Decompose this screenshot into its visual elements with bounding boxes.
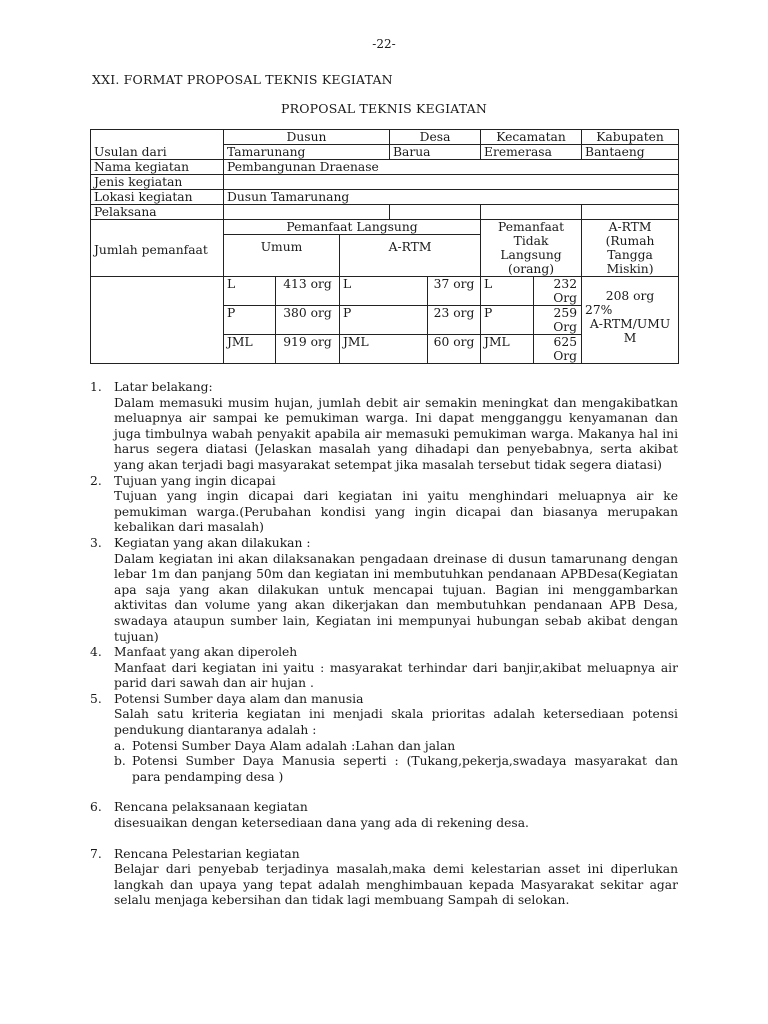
artm-percent: 27% (585, 303, 613, 317)
row-l-tidak-value: 232 Org (534, 277, 582, 306)
section-manfaat (90, 645, 678, 692)
section-number: 7. (90, 846, 102, 861)
artm-total: 208 org (605, 289, 655, 303)
pelaksana-cell-2 (390, 205, 481, 220)
jenis-kegiatan-value (224, 175, 679, 190)
section-kegiatan (90, 536, 678, 645)
col-desa-header: Desa (390, 130, 481, 145)
section-number: 4. (90, 645, 102, 660)
section-number: 2. (90, 473, 102, 488)
jenis-kegiatan-label: Jenis kegiatan (91, 175, 224, 190)
row-p-tidak-value: 259 Org (534, 306, 582, 335)
section-body: Tujuan yang ingin dicapai dari kegiatan ini yaitu menghindari meluapnya air ke pemukiman warga.(Perubahan kondisi yang ingin dicapai dan biasanya merupakan kebalikan dari masalah) (114, 489, 678, 535)
desa-value: Barua (390, 145, 481, 160)
row-l-artm-key: L (340, 277, 428, 306)
section-number: 1. (90, 380, 102, 394)
subsection-text: Potensi Sumber Daya Manusia seperti : (Tukang,pekerja,swadaya masyarakat dan para pendamping desa ) (132, 754, 678, 784)
row-jml-key: JML (224, 335, 276, 364)
umum-header: Umum (224, 235, 340, 277)
row-jml-tidak-value: 625 Org (534, 335, 582, 364)
section-tujuan (90, 474, 678, 536)
row-l-key: L (224, 277, 276, 306)
subsection-b (114, 754, 678, 785)
row-p-artm-value: 23 org (428, 306, 481, 335)
artm-summary-cell (582, 277, 679, 364)
pelaksana-cell-1 (224, 205, 390, 220)
row-p-artm-key: P (340, 306, 428, 335)
lokasi-kegiatan-value: Dusun Tamarunang (224, 190, 679, 205)
jumlah-pemanfaat-label: Jumlah pemanfaat (91, 220, 224, 277)
subsection-letter: b. (114, 754, 126, 769)
document-subheading: PROPOSAL TEKNIS KEGIATAN (281, 101, 487, 116)
section-title: Manfaat yang akan diperoleh (114, 645, 298, 660)
subsection-text: Potensi Sumber Daya Alam adalah :Lahan dan jalan (132, 738, 456, 753)
row-l-artm-value: 37 org (428, 277, 481, 306)
section-rencana-pelestarian (90, 847, 678, 909)
section-body: Manfaat dari kegiatan ini yaitu : masyarakat terhindar dari banjir,akibat meluapnya air parid dari sawah dan air hujan . (114, 660, 678, 691)
section-title: Tujuan yang ingin dicapai (114, 473, 276, 488)
section-rencana-pelaksanaan (90, 800, 678, 831)
kecamatan-value: Eremerasa (481, 145, 582, 160)
section-body: disesuaikan dengan ketersediaan dana yang ada di rekening desa. (114, 816, 529, 831)
col-kabupaten-header: Kabupaten (582, 130, 679, 145)
row-jml-artm-key: JML (340, 335, 428, 364)
pelaksana-cell-3 (481, 205, 582, 220)
section-title: Rencana pelaksanaan kegiatan (114, 800, 308, 815)
nama-kegiatan-label: Nama kegiatan (91, 160, 224, 175)
row-l-umum-value: 413 org (276, 277, 340, 306)
usulan-label: Usulan dari (91, 130, 224, 160)
row-jml-tidak-key: JML (481, 335, 534, 364)
section-title: Kegiatan yang akan dilakukan : (114, 535, 311, 550)
jumlah-pemanfaat-spacer (91, 277, 224, 364)
section-title: Potensi Sumber daya alam dan manusia (114, 691, 364, 706)
section-potensi (90, 692, 678, 786)
artm-rumah-tangga-header: A-RTM (Rumah Tangga Miskin) (582, 220, 679, 277)
section-number: 3. (90, 535, 102, 550)
col-kecamatan-header: Kecamatan (481, 130, 582, 145)
section-latar-belakang (90, 380, 678, 474)
section-number: 6. (90, 800, 102, 815)
pelaksana-cell-4 (582, 205, 679, 220)
row-jml-artm-value: 60 org (428, 335, 481, 364)
row-l-tidak-key: L (481, 277, 534, 306)
page-number: -22- (372, 37, 396, 51)
kabupaten-value: Bantaeng (582, 145, 679, 160)
section-body: Dalam memasuki musim hujan, jumlah debit air semakin meningkat dan mengakibatkan meluapnya air sampai ke pemukiman warga. Ini dapat mengganggu kenyamanan dan juga timbulnya wabah penyakit apabila air memasuki pemukiman warga. Makanya hal ini harus segera diatasi (Jelaskan masalah yang dihadapi dan penyebabnya, serta akibat yang akan terjadi bagi masyarakat setempat jika masalah tersebut tidak segera diatasi) (114, 395, 678, 472)
row-jml-umum-value: 919 org (276, 335, 340, 364)
col-dusun-header: Dusun (224, 130, 390, 145)
proposal-form-table (90, 129, 679, 364)
section-number: 5. (90, 691, 102, 706)
subsection-a (114, 739, 678, 755)
section-title: Rencana Pelestarian kegiatan (114, 846, 300, 861)
row-p-tidak-key: P (481, 306, 534, 335)
section-body: Salah satu kriteria kegiatan ini menjadi skala prioritas adalah ketersediaan potensi pendukung diantaranya adalah : (114, 707, 678, 738)
lokasi-kegiatan-label: Lokasi kegiatan (91, 190, 224, 205)
artm-header: A-RTM (340, 235, 481, 277)
section-body: Belajar dari penyebab terjadinya masalah,maka demi kelestarian asset ini diperlukan langkah dan upaya yang tepat adalah menghimbauan kepada Masyarakat sekitar agar selalu menjaga kebersihan dan tidak lagi membuang Sampah di selokan. (114, 862, 678, 908)
pelaksana-label: Pelaksana (91, 205, 224, 220)
nama-kegiatan-value: Pembangunan Draenase (224, 160, 679, 175)
artm-ratio: A-RTM/UMUM (589, 317, 671, 345)
pemanfaat-tidak-langsung-header: Pemanfaat Tidak Langsung (orang) (481, 220, 582, 277)
document-heading: XXI. FORMAT PROPOSAL TEKNIS KEGIATAN (92, 72, 393, 87)
row-p-umum-value: 380 org (276, 306, 340, 335)
dusun-value: Tamarunang (224, 145, 390, 160)
row-p-key: P (224, 306, 276, 335)
section-title: Latar belakang: (114, 380, 213, 394)
proposal-sections (90, 380, 678, 909)
pemanfaat-langsung-header: Pemanfaat Langsung (224, 220, 481, 235)
section-body: Dalam kegiatan ini akan dilaksanakan pengadaan dreinase di dusun tamarunang dengan lebar 1m dan panjang 50m dan kegiatan ini membutuhkan pendanaan APBDesa(Kegiatan apa saja yang akan dilakukan untuk mencapai tujuan. Bagian ini menggambarkan aktivitas dan volume yang akan dikerjakan dan membutuhkan pendanaan APB Desa, swadaya ataupun sumber lain, Kegiatan ini mempunyai hubungan sebab akibat dengan tujuan) (114, 551, 678, 644)
subsection-letter: a. (114, 738, 126, 753)
